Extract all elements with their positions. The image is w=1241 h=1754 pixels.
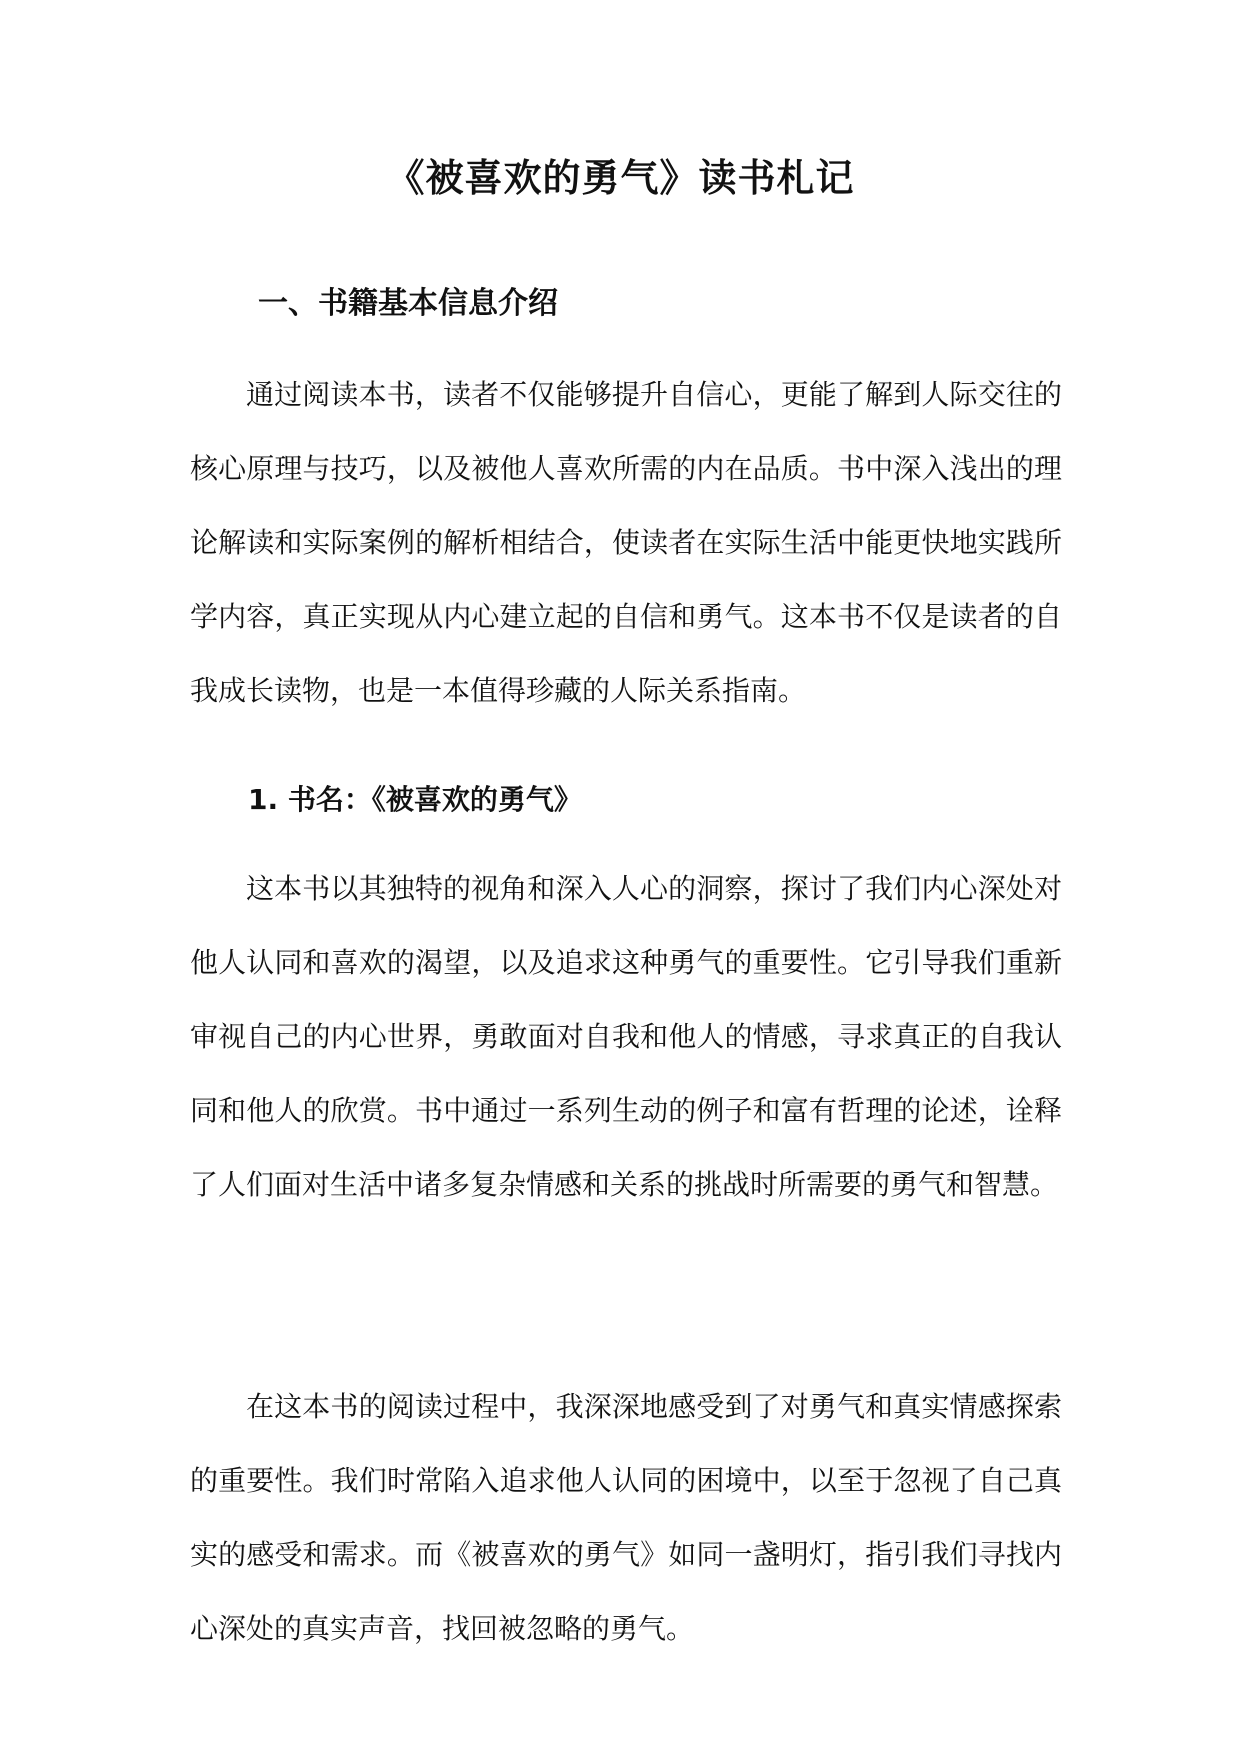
paragraph-book-info: 通过阅读本书，读者不仅能够提升自信心，更能了解到人际交往的核心原理与技巧，以及被他人喜欢所需的内在品质。书中深入浅出的理论解读和实际案例的解析相结合，使读者在实际生活中能更快地实践所学内容，真正实现从内心建立起的自信和勇气。这本书不仅是读者的自我成长读物，也是一本值得珍藏的人际关系指南。: [190, 378, 1062, 707]
section-heading-book-info: 一、书籍基本信息介绍: [258, 286, 558, 321]
subsection-heading-book-title: 1. 书名：《被喜欢的勇气》: [248, 783, 582, 816]
document-title: 《被喜欢的勇气》读书札记: [386, 156, 855, 200]
paragraph-book-overview: 这本书以其独特的视角和深入人心的洞察，探讨了我们内心深处对他人认同和喜欢的渴望，以及追求这种勇气的重要性。它引导我们重新审视自己的内心世界，勇敢面对自我和他人的情感，寻求真正的自我认同和他人的欣赏。书中通过一系列生动的例子和富有哲理的论述，诠释了人们面对生活中诸多复杂情感和关系的挑战时所需要的勇气和智慧。: [190, 872, 1062, 1201]
paragraph-reading-reflection: 在这本书的阅读过程中，我深深地感受到了对勇气和真实情感探索的重要性。我们时常陷入追求他人认同的困境中，以至于忽视了自己真实的感受和需求。而《被喜欢的勇气》如同一盏明灯，指引我们寻找内心深处的真实声音，找回被忽略的勇气。: [190, 1390, 1062, 1645]
